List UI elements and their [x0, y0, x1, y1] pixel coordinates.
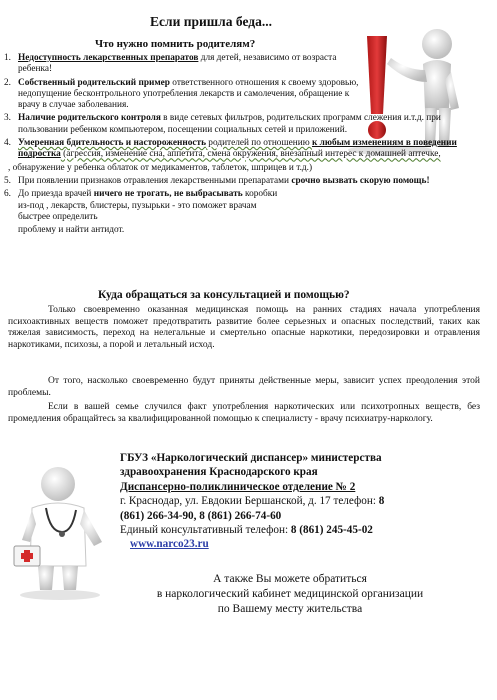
item-number: 4. — [4, 138, 11, 149]
list-item — [4, 53, 359, 76]
item-text: в виде сетевых фильтров, родительских программ слежения и.т.д. при пользовании ребенком компьютером, посещении социальных сетей и приложений. — [18, 113, 441, 135]
also-contact-block — [150, 572, 430, 617]
org-department: Диспансерно-поликлиническое отделение № 2 — [120, 480, 356, 493]
item-bold-text: Наличие родительского контроля — [18, 113, 161, 124]
org-phone-tail: 8 — [378, 495, 385, 508]
item-text: проблему и найти антидот. — [18, 225, 125, 236]
item-text: При появлении признаков отравления лекарственными препаратами — [18, 175, 292, 186]
item-bold-text-2: к любым изменениям в поведении подростка — [18, 138, 457, 160]
list-item — [4, 163, 476, 174]
item-bold-text: срочно вызвать скорую помощь! — [291, 175, 430, 186]
item-number: 2. — [4, 77, 11, 88]
org-name-line2: здравоохранения Краснодарского края — [120, 466, 318, 479]
hotline-label: Единый консультативный телефон: — [120, 524, 291, 537]
also-line: по Вашему месту жительства — [217, 603, 363, 615]
item-text: (агрессия, изменение сна, аппетита, смена окружения, внезапный интерес к домашней аптечке, — [60, 149, 441, 160]
item-text: До приезда врачей — [18, 189, 94, 200]
item-text: ответственного отношения к своему здоровью, недопущение бесконтрольного употребления лекарств и самолечения, обращение к врачу в случае заболевания. — [18, 77, 359, 111]
item-text: родителей по отношению — [205, 138, 312, 149]
item-number: 1. — [4, 53, 11, 63]
item-number: 3. — [4, 113, 11, 124]
item-bold-text: Недоступность лекарственных препаратов — [18, 53, 199, 63]
org-name-line1: ГБУЗ «Наркологический диспансер» министерства — [120, 452, 382, 464]
section-title-parents: Что нужно помнить родителям? — [95, 38, 256, 50]
paragraph: Только своевременно оказанная медицинская помощь на ранних стадиях начала употребления психоактивных веществ поможет предотвратить развитие более серьезных и опасных последствий, таких как тяжелая зависимость, переход на нелегальные и смертельно опасные наркотики, передозировки и отравления наркотиками, психозы, а порой и летальный исход. — [8, 305, 480, 350]
list-item — [4, 176, 476, 187]
list-item — [4, 113, 476, 136]
section-title-help: Куда обращаться за консультацией и помощью? — [98, 289, 350, 301]
item-number: 5. — [4, 175, 11, 186]
organization-block — [120, 451, 480, 552]
doctor-figure-illustration — [10, 462, 110, 602]
list-item — [4, 225, 359, 236]
org-phones: (861) 266-34-90, 8 (861) 266-74-60 — [120, 509, 282, 522]
item-number: 6. — [4, 189, 11, 200]
website-link[interactable]: www.narco23.ru — [130, 538, 209, 551]
paragraph: Если в вашей семье случился факт употребления наркотических или психотропных веществ, без промедления обращайтесь за квалифицированной помощью к специалисту - врачу психиатру-наркологу. — [8, 402, 480, 424]
item-bold-text: Собственный родительский пример — [18, 77, 170, 88]
exclamation-figure-illustration — [345, 22, 485, 157]
item-bold-text: Умеренная бдительность и настороженность — [18, 138, 206, 149]
list-item — [4, 78, 359, 112]
also-line: в наркологический кабинет медицинской организации — [156, 588, 424, 600]
item-text: для детей, независимо от возраста ребенка! — [18, 53, 337, 75]
list-item — [4, 138, 476, 161]
paragraph: От того, насколько своевременно будут приняты действенные меры, зависит успех преодоления этой проблемы. — [8, 376, 480, 398]
list-item — [4, 189, 476, 223]
parents-list — [4, 53, 457, 238]
hotline-number: 8 (861) 245-45-02 — [290, 524, 373, 537]
page-title: Если пришла беда... — [150, 14, 272, 29]
item-text: , обнаружение у ребенка облаток от медикаментов, таблеток, шприцев и т.д.) — [8, 162, 313, 173]
org-address: г. Краснодар, ул. Евдокии Бершанской, д. 17 телефон: — [120, 495, 379, 508]
also-line: А также Вы можете обратиться — [213, 573, 367, 585]
item-text: коробки из-под , лекарств, блистеры, пузырьки - это поможет врачам быстрее определить — [18, 189, 278, 222]
item-bold-text: ничего не трогать, не выбрасывать — [93, 189, 243, 200]
